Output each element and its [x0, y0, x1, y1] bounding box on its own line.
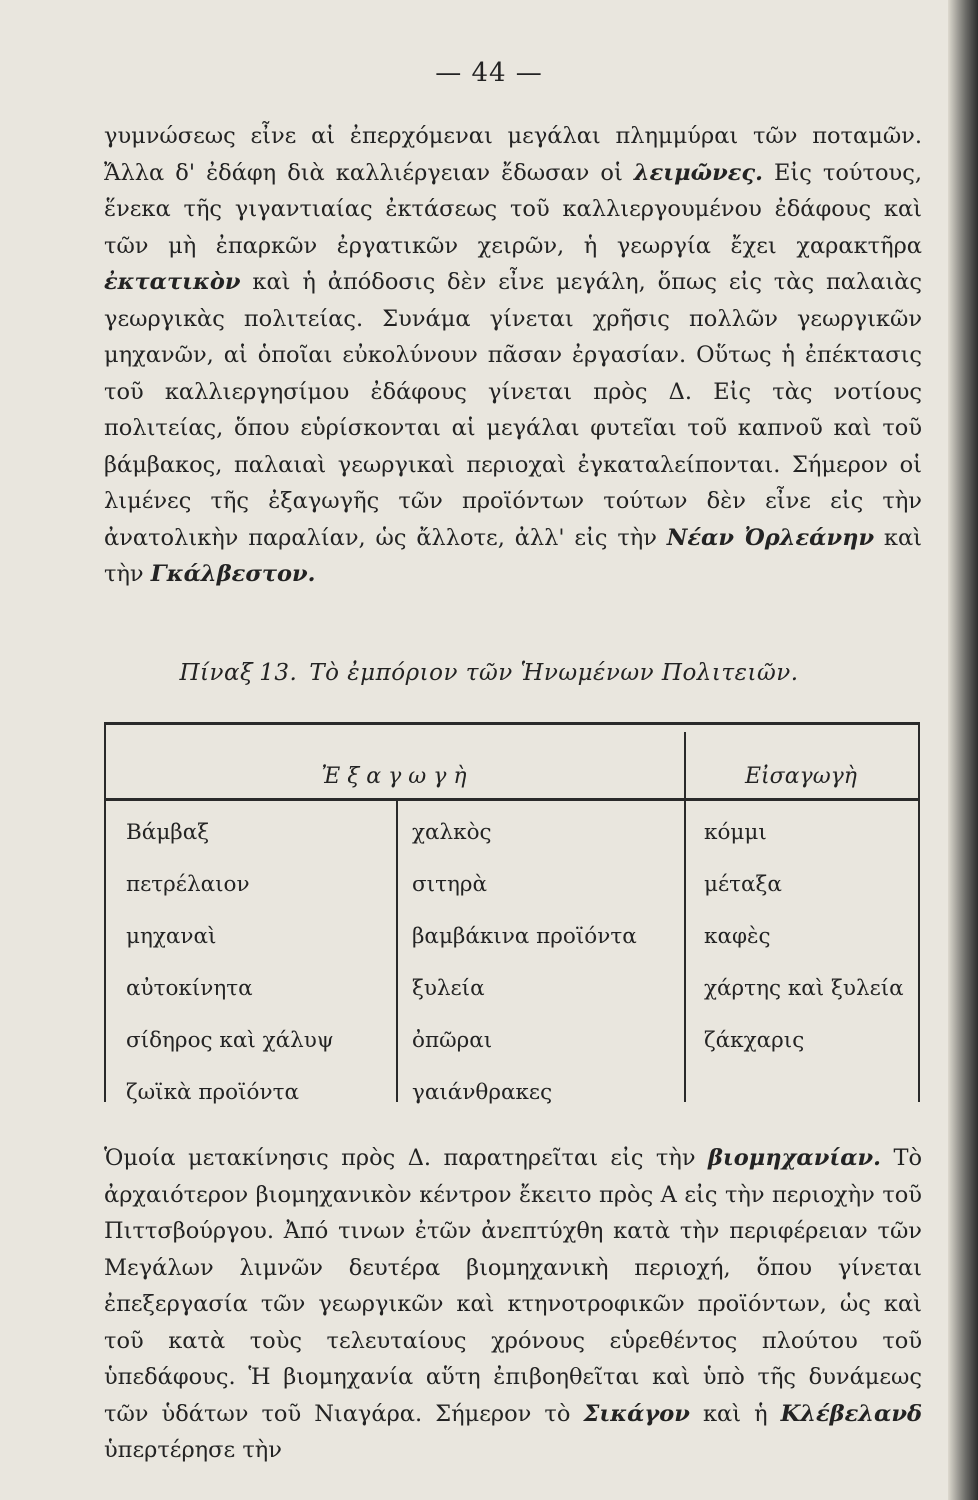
- table-cell: Βάμβαξ: [126, 820, 210, 845]
- paragraph-2-bold-b: Σικάγον: [583, 1400, 690, 1427]
- table-cell: σίδηρος καὶ χάλυψ: [126, 1028, 334, 1053]
- paragraph-1-bold-c: Νέαν Ὀρλεάνην: [666, 524, 875, 551]
- table-cell: ὀπῶραι: [412, 1028, 493, 1053]
- table-cell: σιτηρὰ: [412, 872, 488, 897]
- caption-label: Πίναξ: [179, 660, 254, 686]
- paragraph-2-bold-c: Κλέβελανδ: [780, 1400, 922, 1427]
- table-cell: κόμμι: [704, 820, 767, 845]
- table-cell: πετρέλαιον: [126, 872, 250, 897]
- trade-table: [104, 722, 920, 1105]
- paragraph-1: [104, 118, 922, 593]
- table-cell: μέταξα: [704, 872, 782, 897]
- paragraph-2-bold-a: βιομηχανίαν.: [707, 1145, 882, 1171]
- table-cell: γαιάνθρακες: [412, 1080, 553, 1105]
- paragraph-1-text-d: καὶ τὴν: [104, 524, 922, 587]
- caption-number: 13.: [259, 660, 298, 686]
- paragraph-1-text-b: Εἰς τούτους, ἕνεκα τῆς γιγαντιαίας ἐκτάσεως τοῦ καλλιεργουμένου ἐδάφους καὶ τῶν μὴ ἐπαρκῶν ἐργατικῶν χειρῶν, ἡ γεωργία ἔχει χαρακτῆρα: [104, 159, 922, 259]
- table-cell: βαμβάκινα προϊόντα: [412, 924, 637, 949]
- table-cell: χαλκὸς: [412, 820, 492, 845]
- table-right-border: [918, 722, 920, 1102]
- paragraph-2-text-d: ὑπερτέρησε τὴν: [104, 1437, 282, 1463]
- table-cell: ζωϊκὰ προϊόντα: [126, 1080, 299, 1105]
- page-number: — 44 —: [435, 58, 543, 88]
- paragraph-1-text-c: καὶ ἡ ἀπόδοσις δὲν εἶνε μεγάλη, ὅπως εἰς τὰς παλαιὰς γεωργικὰς πολιτείας. Συνάμα γίνεται χρῆσις πολλῶν γεωργικῶν μηχανῶν, αἱ ὁποῖαι εὐκολύνουν πᾶσαν ἐργασίαν. Οὕτως ἡ ἐπέκτασις τοῦ καλλιεργησίμου ἐδάφους γίνεται πρὸς Δ. Εἰς τὰς νοτίους πολιτείας, ὅπου εὑρίσκονται αἱ μεγάλαι φυτεῖαι τοῦ καπνοῦ καὶ τοῦ βάμβακος, παλαιαὶ γεωργικαὶ περιοχαὶ ἐγκαταλείπονται. Σήμερον οἱ λιμένες τῆς ἐξαγωγῆς τῶν προϊόντων τούτων δὲν εἶνε εἰς τὴν ἀνατολικὴν παραλίαν, ὡς ἄλλοτε, ἀλλ' εἰς τὴν: [104, 269, 923, 551]
- table-cell: καφὲς: [704, 924, 771, 949]
- paragraph-2-text-c: καὶ ἡ: [702, 1400, 768, 1427]
- paragraph-1-bold-d: Γκάλβεστον.: [150, 561, 316, 587]
- paragraph-1-bold-a: λειμῶνες.: [633, 159, 763, 186]
- paragraph-1-text-a: γυμνώσεως εἶνε αἱ ἐπερχόμεναι μεγάλαι πλημμύραι τῶν ποταμῶν. Ἄλλα δ' ἐδάφη διὰ καλλιέργειαν ἔδωσαν οἱ: [104, 123, 922, 186]
- table-cell: ξυλεία: [412, 976, 485, 1001]
- table-divider-export: [396, 798, 398, 1102]
- table-top-rule: [104, 722, 920, 725]
- header-import: Εἰσαγωγὴ: [745, 764, 857, 789]
- page-edge-shadow: [948, 0, 978, 1500]
- table-cell: χάρτης καὶ ξυλεία: [704, 976, 904, 1001]
- table-header-rule: [104, 798, 920, 801]
- paragraph-2-text-b: Τὸ ἀρχαιότερον βιομηχανικὸν κέντρον ἔκειτο πρὸς Α εἰς τὴν περιοχὴν τοῦ Πιττσβούργου. Ἀπό τινων ἐτῶν ἀνεπτύχθη κατὰ τὴν περιφέρειαν τῶν Μεγάλων λιμνῶν δευτέρα βιομηχανικὴ περιοχή, ὅπου γίνεται ἐπεξεργασία τῶν γεωργικῶν καὶ κτηνοτροφικῶν προϊόντων, ὡς καὶ τοῦ κατὰ τοὺς τελευταίους χρόνους εὑρεθέντος πλούτου τοῦ ὑπεδάφους. Ἡ βιομηχανία αὕτη ἐπιβοηθεῖται καὶ ὑπὸ τῆς δυνάμεως τῶν ὑδάτων τοῦ Νιαγάρα. Σήμερον τὸ: [104, 1145, 922, 1427]
- header-export: Ἐ ξ α γ ω γ ὴ: [321, 764, 467, 789]
- table-cell: μηχαναὶ: [126, 924, 217, 949]
- paragraph-1-bold-b: ἐκτατικὸν: [104, 269, 241, 295]
- caption-title: Τὸ ἐμπόριον τῶν Ἡνωμένων Πολιτειῶν.: [309, 660, 799, 686]
- table-cell: αὐτοκίνητα: [126, 976, 253, 1001]
- table-cell: ζάκχαρις: [704, 1028, 805, 1053]
- paragraph-2: [104, 1140, 922, 1469]
- table-caption: [0, 660, 978, 686]
- paragraph-2-text-a: Ὁμοία μετακίνησις πρὸς Δ. παρατηρεῖται εἰς τὴν: [104, 1145, 696, 1171]
